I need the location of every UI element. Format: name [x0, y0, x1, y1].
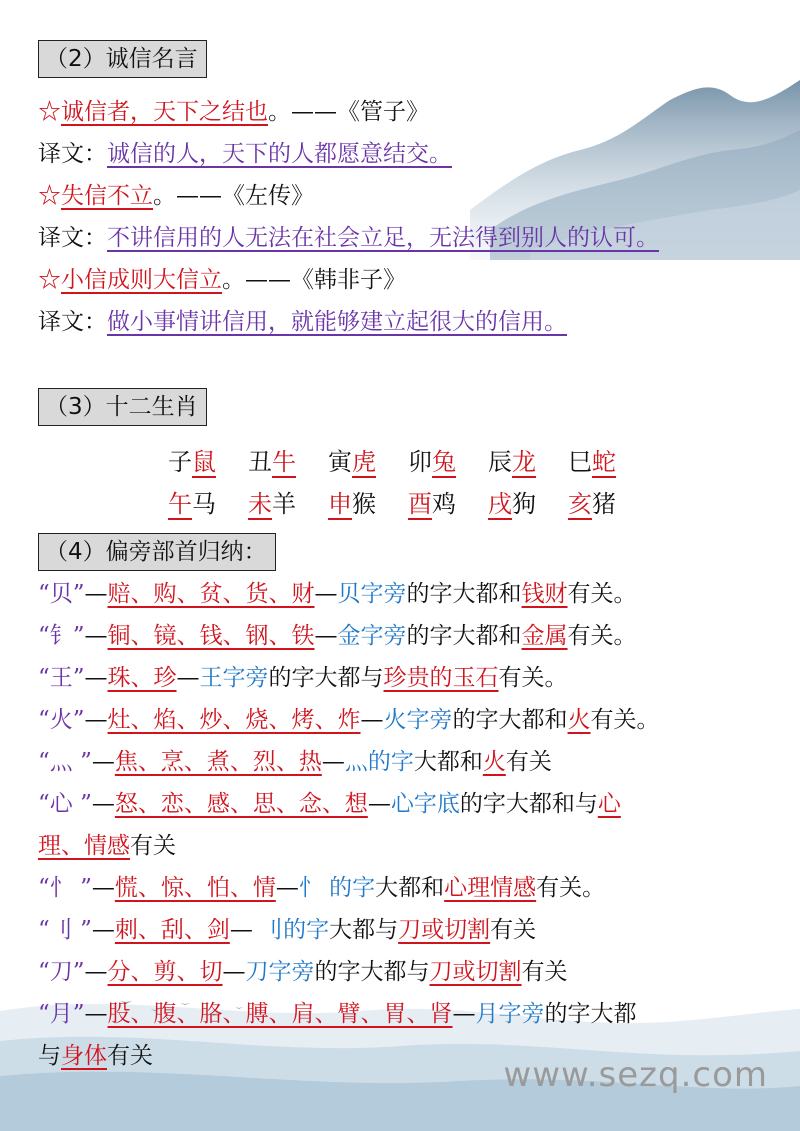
zodiac-item: [328, 442, 408, 477]
dash: —: [91, 917, 115, 943]
connector-text: 的字大都和: [406, 623, 522, 649]
radical: “钅”: [38, 623, 85, 649]
zodiac-animal: 猴: [352, 490, 376, 518]
zodiac-item: [488, 484, 568, 519]
zodiac-animal: 鸡: [432, 490, 456, 518]
zodiac-animal: 马: [192, 490, 216, 518]
example-chars: 珠、珍: [107, 665, 177, 691]
ending-text: 有关: [505, 749, 552, 775]
quote-source: ——《左传》: [176, 183, 314, 209]
earthly-branch: 巳: [568, 448, 592, 476]
radical-line: [38, 872, 605, 904]
quote-line: [38, 96, 429, 128]
translation-line: [38, 222, 659, 254]
example-chars: 怒、恋、感、思、念、想: [114, 791, 368, 817]
meaning-keyword: 火: [567, 707, 591, 733]
connector-text: 的字大都和: [406, 581, 522, 607]
earthly-branch: 酉: [408, 490, 432, 518]
ending-text: 有关: [130, 833, 176, 859]
zodiac-animal: 牛: [272, 448, 296, 476]
meaning-keyword: 珍贵的玉石: [383, 665, 499, 691]
connector-text: 大都与: [329, 917, 399, 943]
ending-text: 有关。: [590, 707, 660, 733]
dash: —: [452, 1001, 476, 1027]
dash: —: [91, 875, 115, 901]
dash: —: [222, 959, 246, 985]
connector-text: 的字大都与: [314, 959, 430, 985]
example-chars: 赔、购、贫、货、财: [107, 581, 315, 607]
section-header-radicals: （4）偏旁部首归纳：: [38, 533, 276, 571]
radical-line-continued: [38, 1040, 153, 1072]
radical-name: 金字旁: [337, 623, 407, 649]
dash: —: [176, 665, 200, 691]
dash: —: [84, 707, 108, 733]
translation-text: 诚信的人，天下的人都愿意结交。: [107, 141, 452, 167]
dash: —: [314, 623, 338, 649]
connector-text: 的字大都: [544, 1001, 637, 1027]
radical-line: [38, 788, 621, 820]
connector-text: 与: [38, 1043, 61, 1069]
meaning-keyword: 金属: [521, 623, 568, 649]
radical-line: [38, 998, 637, 1030]
quote-text: 小信成则大信立: [61, 267, 222, 293]
example-chars: 股、腹、胳、膊、肩、臂、胃、肾: [107, 1001, 453, 1027]
radical-name: 刂的字: [252, 917, 330, 943]
dash: —: [229, 917, 253, 943]
meaning-keyword: 身体: [61, 1043, 107, 1069]
earthly-branch: 丑: [248, 448, 272, 476]
radical-name: 月字旁: [475, 1001, 545, 1027]
radical-name: 忄 的字: [298, 875, 376, 901]
meaning-keyword: 钱财: [521, 581, 568, 607]
dash: —: [314, 581, 338, 607]
quote-text: 诚信者，天下之结也: [61, 99, 268, 125]
earthly-branch: 子: [168, 448, 192, 476]
meaning-keyword: 心理情感: [444, 875, 537, 901]
earthly-branch: 亥: [568, 490, 592, 518]
quote-text: 失信不立: [61, 183, 153, 209]
quote-line: [38, 264, 406, 296]
dash: —: [84, 1001, 108, 1027]
quote-line: [38, 180, 314, 212]
radical: “火”: [38, 707, 85, 733]
star-icon: ☆: [38, 183, 61, 209]
radical-name: 心字底: [390, 791, 460, 817]
meaning-keyword: 刀或切割: [429, 959, 522, 985]
meaning-keyword: 刀或切割: [398, 917, 491, 943]
section-header-sincerity-quotes: （2）诚信名言: [38, 40, 207, 78]
zodiac-row: [168, 442, 648, 477]
earthly-branch: 申: [328, 490, 352, 518]
zodiac-animal: 鼠: [192, 448, 216, 476]
radical-line: [38, 746, 552, 778]
radical-name: 灬的字: [344, 749, 414, 775]
ending-text: 有关。: [536, 875, 606, 901]
connector-text: 的字大都与: [268, 665, 384, 691]
meaning-keyword: 心: [597, 791, 621, 817]
dash: —: [84, 665, 108, 691]
quote-punct: 。: [222, 267, 245, 293]
radical-name: 火字旁: [383, 707, 453, 733]
ending-text: 有关。: [498, 665, 568, 691]
dash: —: [91, 749, 115, 775]
quote-punct: 。: [153, 183, 176, 209]
translation-label: 译文：: [38, 141, 107, 167]
zodiac-item: [408, 484, 488, 519]
connector-text: 大都和: [375, 875, 445, 901]
section-header-zodiac: （3）十二生肖: [38, 388, 207, 426]
example-chars: 刺、刮、剑: [114, 917, 230, 943]
connector-text: 大都和: [413, 749, 483, 775]
translation-line: [38, 138, 452, 170]
radical: “刂 ”: [38, 917, 92, 943]
zodiac-animal: 兔: [432, 448, 456, 476]
zodiac-item: [328, 484, 408, 519]
radical-name: 贝字旁: [337, 581, 407, 607]
zodiac-item: [488, 442, 568, 477]
quote-punct: 。: [268, 99, 291, 125]
ending-text: 有关: [490, 917, 537, 943]
radical: “月”: [38, 1001, 85, 1027]
radical: “刀”: [38, 959, 85, 985]
radical-line: [38, 578, 637, 610]
meaning-keyword: 火: [482, 749, 506, 775]
example-chars: 铜、镜、钱、钢、铁: [107, 623, 315, 649]
dash: —: [360, 707, 384, 733]
radical-line: [38, 956, 568, 988]
star-icon: ☆: [38, 267, 61, 293]
zodiac-animal: 蛇: [592, 448, 616, 476]
dash: —: [84, 959, 108, 985]
translation-text: 做小事情讲信用，就能够建立起很大的信用。: [107, 309, 567, 335]
translation-line: [38, 306, 567, 338]
zodiac-item: [248, 484, 328, 519]
dash: —: [84, 581, 108, 607]
example-chars: 灶、焰、炒、烧、烤、炸: [107, 707, 361, 733]
example-chars: 焦、烹、煮、烈、热: [114, 749, 322, 775]
radical: “贝”: [38, 581, 85, 607]
zodiac-animal: 猪: [592, 490, 616, 518]
connector-text: 的字大都和: [452, 707, 568, 733]
zodiac-item: [168, 442, 248, 477]
ending-text: 有关: [107, 1043, 153, 1069]
radical: “王”: [38, 665, 85, 691]
translation-text: 不讲信用的人无法在社会立足，无法得到别人的认可。: [107, 225, 659, 251]
radical-line: [38, 914, 536, 946]
radical-line-continued: [38, 830, 176, 862]
ending-text: 有关。: [567, 623, 637, 649]
zodiac-item: [168, 484, 248, 519]
radical-line: [38, 704, 660, 736]
earthly-branch: 戌: [488, 490, 512, 518]
connector-text: 的字大都和与: [459, 791, 598, 817]
zodiac-animal: 龙: [512, 448, 536, 476]
zodiac-animal: 虎: [352, 448, 376, 476]
radical-line: [38, 620, 637, 652]
radical-line: [38, 662, 568, 694]
dash: —: [275, 875, 299, 901]
earthly-branch: 卯: [408, 448, 432, 476]
radical: “忄 ”: [38, 875, 92, 901]
dash: —: [91, 791, 115, 817]
earthly-branch: 辰: [488, 448, 512, 476]
translation-label: 译文：: [38, 225, 107, 251]
ending-text: 有关。: [567, 581, 637, 607]
zodiac-animal: 羊: [272, 490, 296, 518]
radical: “心 ”: [38, 791, 92, 817]
radical-name: 刀字旁: [245, 959, 315, 985]
translation-label: 译文：: [38, 309, 107, 335]
dash: —: [84, 623, 108, 649]
zodiac-item: [248, 442, 328, 477]
earthly-branch: 午: [168, 490, 192, 518]
zodiac-item: [568, 484, 648, 519]
earthly-branch: 未: [248, 490, 272, 518]
star-icon: ☆: [38, 99, 61, 125]
meaning-keyword: 理、情感: [38, 833, 130, 859]
radical: “灬 ”: [38, 749, 92, 775]
example-chars: 分、剪、切: [107, 959, 223, 985]
zodiac-item: [568, 442, 648, 477]
zodiac-item: [408, 442, 488, 477]
dash: —: [367, 791, 391, 817]
dash: —: [321, 749, 345, 775]
earthly-branch: 寅: [328, 448, 352, 476]
zodiac-animal: 狗: [512, 490, 536, 518]
quote-source: ——《韩非子》: [245, 267, 406, 293]
radical-name: 王字旁: [199, 665, 269, 691]
ending-text: 有关: [521, 959, 568, 985]
watermark: www.sezq.com: [503, 1055, 768, 1095]
zodiac-row: [168, 484, 648, 519]
quote-source: ——《管子》: [291, 99, 429, 125]
example-chars: 慌、惊、怕、情: [114, 875, 276, 901]
